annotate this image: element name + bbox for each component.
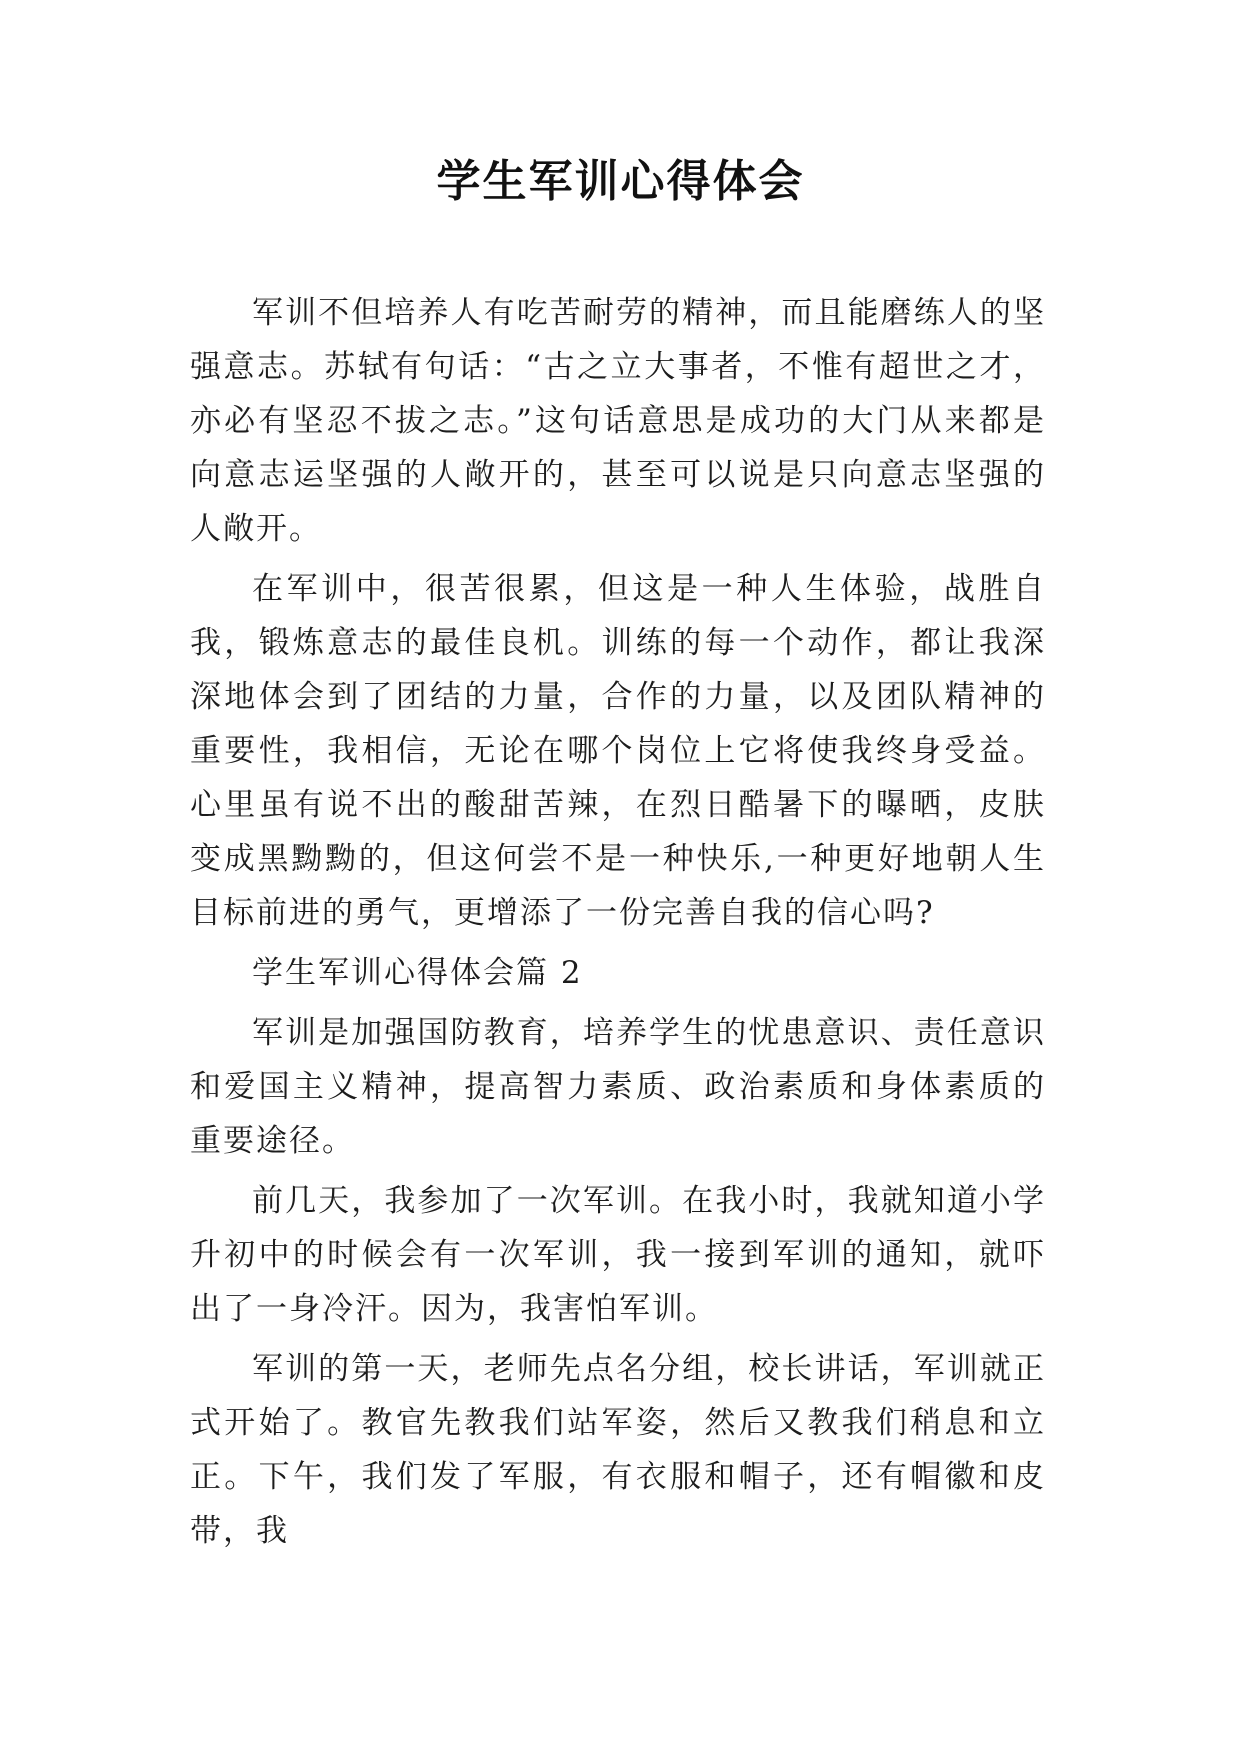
paragraph: 在军训中，很苦很累，但这是一种人生体验，战胜自我，锻炼意志的最佳良机。训练的每一个动作，都让我深深地体会到了团结的力量，合作的力量，以及团队精神的重要性，我相信，无论在哪个岗位上它将使我终身受益。心里虽有说不出的酸甜苦辣，在烈日酷暑下的曝晒，皮肤变成黑黝黝的，但这何尝不是一种快乐,一种更好地朝人生目标前进的勇气，更增添了一份完善自我的信心吗? bbox=[190, 571, 1046, 931]
paragraph: 军训的第一天，老师先点名分组，校长讲话，军训就正式开始了。教官先教我们站军姿，然后又教我们稍息和立正。下午，我们发了军服，有衣服和帽子，还有帽徽和皮带，我 bbox=[190, 1351, 1046, 1549]
document-body bbox=[190, 286, 1046, 1564]
section-heading: 学生军训心得体会篇 2 bbox=[252, 955, 583, 991]
paragraph: 前几天，我参加了一次军训。在我小时，我就知道小学升初中的时候会有一次军训，我一接到军训的通知，就吓出了一身冷汗。因为，我害怕军训。 bbox=[190, 1183, 1046, 1327]
paragraph: 军训不但培养人有吃苦耐劳的精神，而且能磨练人的坚强意志。苏轼有句话：“古之立大事者，不惟有超世之才，亦必有坚忍不拔之志。”这句话意思是成功的大门从来都是向意志运坚强的人敞开的，甚至可以说是只向意志坚强的人敞开。 bbox=[190, 295, 1046, 547]
document-title: 学生军训心得体会 bbox=[436, 156, 805, 207]
paragraph: 军训是加强国防教育，培养学生的忧患意识、责任意识和爱国主义精神，提高智力素质、政治素质和身体素质的重要途径。 bbox=[190, 1015, 1046, 1159]
